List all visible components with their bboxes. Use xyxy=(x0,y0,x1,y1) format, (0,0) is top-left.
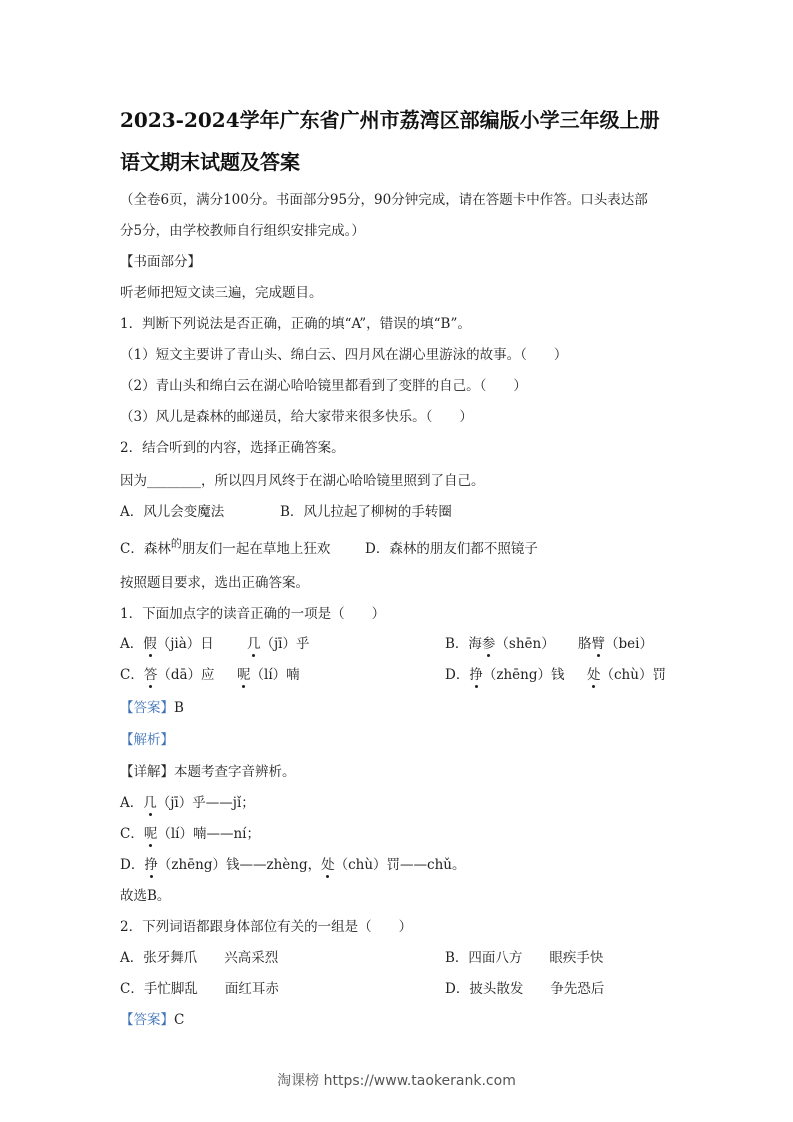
p1-c1-prefix: C． xyxy=(120,667,144,683)
p1-exp-a-char: 几 xyxy=(143,795,157,811)
p1-exp-d1-prefix: D． xyxy=(120,857,145,873)
p1-exp-d2-rest: （chù）罚——chǔ。 xyxy=(334,857,466,873)
q1-item-3: （3）风儿是森林的邮递员，给大家带来很多快乐。（ ） xyxy=(120,409,473,425)
p1-exp-c-prefix: C． xyxy=(120,826,144,842)
q2-stem: 2．结合听到的内容，选择正确答案。 xyxy=(120,440,345,456)
p1-c2-rest: （lí）喃 xyxy=(250,667,300,683)
p1-exp-d1-rest: （zhēng）钱——zhèng， xyxy=(157,857,322,873)
q2-sentence: 因为________，所以四月风终于在湖心哈哈镜里照到了自己。 xyxy=(120,473,485,489)
p1-b2-prefix: 胳 xyxy=(578,636,592,652)
p1-d1-prefix: D． xyxy=(445,667,470,683)
p1-explanation-d xyxy=(120,853,466,873)
p1-d1-char: 挣 xyxy=(469,667,483,683)
footer-watermark: 淘课榜 https://www.taokerank.com xyxy=(277,1073,516,1089)
p1-stem: 1．下面加点字的读音正确的一项是（ ） xyxy=(120,606,386,622)
p1-c2-char: 呢 xyxy=(237,667,251,683)
p1-explanation-c xyxy=(120,822,260,842)
p1-a1-rest: （jià）日 xyxy=(156,636,214,652)
p1-answer-label: 【答案】 xyxy=(120,700,174,716)
p1-d2-char: 处 xyxy=(587,667,601,683)
p1-b2-rest: （bei） xyxy=(605,636,653,652)
p1-exp-a-rest: （jī）乎——jǐ； xyxy=(156,795,255,811)
q1-item-1: （1）短文主要讲了青山头、绵白云、四月风在湖心里游泳的故事。（ ） xyxy=(120,347,568,363)
p1-option-d2 xyxy=(587,663,666,683)
p1-c1-rest: （dā）应 xyxy=(157,667,215,683)
p1-option-a1 xyxy=(120,632,214,652)
p1-answer-value: B xyxy=(174,700,184,716)
p1-option-d1 xyxy=(445,663,564,683)
p1-analysis-label: 【解析】 xyxy=(120,732,174,748)
intro-line1: （全卷6页，满分100分。书面部分95分，90分钟完成，请在答题卡中作答。口头表达部 xyxy=(120,192,648,208)
q1-stem: 1．判断下列说法是否正确，正确的填“A”，错误的填“B”。 xyxy=(120,316,471,332)
p1-a1-char: 假 xyxy=(143,636,157,652)
section-written-heading: 【书面部分】 xyxy=(120,254,201,270)
p1-c1-char: 答 xyxy=(143,667,158,683)
p2-answer-value: C xyxy=(174,1012,185,1028)
document-title-line1: 2023-2024学年广东省广州市荔湾区部编版小学三年级上册 xyxy=(120,108,660,132)
q2-option-c-small: 的 xyxy=(170,537,182,550)
p1-exp-c-char: 呢 xyxy=(143,826,158,842)
q2-option-d: D．森林的朋友们都不照镜子 xyxy=(365,541,538,557)
p1-b1-rest: （shēn） xyxy=(495,636,555,652)
p2-option-a: A．张牙舞爪 兴高采烈 xyxy=(120,950,279,966)
p2-option-d: D．披头散发 争先恐后 xyxy=(445,981,605,997)
p2-option-b: B．四面八方 眼疾手快 xyxy=(445,950,604,966)
q2-option-c-rest: 朋友们一起在草地上狂欢 xyxy=(181,541,331,557)
p1-answer xyxy=(120,696,184,716)
q2-option-a: A．风儿会变魔法 xyxy=(120,504,225,520)
p1-a2-char: 几 xyxy=(247,636,261,652)
p1-b1-char: 参 xyxy=(481,636,496,652)
p2-option-c: C．手忙脚乱 面红耳赤 xyxy=(120,981,279,997)
p1-exp-d1-char: 挣 xyxy=(144,857,158,873)
p2-stem: 2．下列词语都跟身体部位有关的一组是（ ） xyxy=(120,919,413,935)
p1-option-b1 xyxy=(445,632,555,652)
p1-exp-d2-char: 处 xyxy=(321,857,335,873)
p2-answer xyxy=(120,1008,184,1028)
p1-option-c2 xyxy=(237,663,300,683)
p1-d1-rest: （zhēng）钱 xyxy=(482,667,565,683)
intro-line2: 分5分，由学校教师自行组织安排完成。） xyxy=(120,223,365,239)
p2-answer-label: 【答案】 xyxy=(120,1012,174,1028)
p1-a1-prefix: A． xyxy=(120,636,144,652)
p1-option-a2 xyxy=(247,632,310,652)
p1-conclusion: 故选B。 xyxy=(120,888,171,904)
q2-option-c xyxy=(120,537,330,557)
q2-option-b: B．风儿拉起了柳树的手转圈 xyxy=(280,504,452,520)
p1-option-b2 xyxy=(578,632,653,652)
p1-option-c1 xyxy=(120,663,215,683)
p1-b1-prefix: B．海 xyxy=(445,636,482,652)
listen-instruction: 听老师把短文读三遍，完成题目。 xyxy=(120,285,323,301)
q1-item-2: （2）青山头和绵白云在湖心哈哈镜里都看到了变胖的自己。（ ） xyxy=(120,378,527,394)
p1-exp-c-rest: （lí）喃——ní； xyxy=(157,826,260,842)
p1-detail: 【详解】本题考查字音辨析。 xyxy=(120,764,296,780)
section-choose-heading: 按照题目要求，选出正确答案。 xyxy=(120,575,309,591)
p1-exp-a-prefix: A． xyxy=(120,795,144,811)
p1-d2-rest: （chù）罚 xyxy=(600,667,666,683)
p1-b2-char: 臂 xyxy=(591,636,605,652)
q2-option-c-prefix: C．森林 xyxy=(120,541,171,557)
p1-explanation-a xyxy=(120,791,255,811)
p1-a2-rest: （jī）乎 xyxy=(260,636,310,652)
document-title-line2: 语文期末试题及答案 xyxy=(120,150,300,174)
